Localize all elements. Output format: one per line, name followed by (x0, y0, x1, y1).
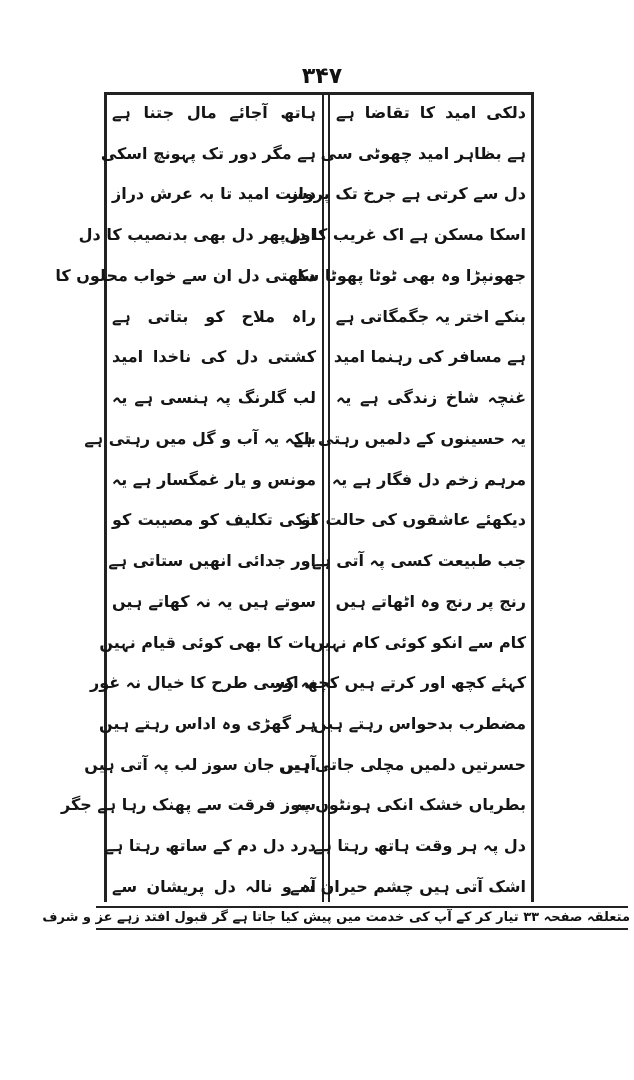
page-number: ۳۴۷ (301, 64, 343, 89)
verse-line: رنج پر رنج وہ اٹھاتے ہیں (335, 591, 526, 611)
verse-line: درد دل دم کے ساتھ رہتا ہے (104, 836, 316, 856)
verse-line: لب گلرنگ پہ ہنسی ہے یہ (112, 388, 316, 408)
column-divider-left (322, 92, 324, 902)
verse-line: دیکھئے عاشقوں کی حالت کو (300, 510, 526, 530)
verse-line: ہاتھ آجائے مال جتنا ہے (112, 103, 316, 122)
verse-line: کام سے انکو کوئی کام نہیں (310, 632, 526, 652)
verse-line: دکھتی دل ان سے خواب محلوں کا (55, 265, 316, 285)
verse-line: بات کا بھی کوئی قیام نہیں (99, 632, 316, 652)
verse-line: سوتے ہیں یہ نہ کھاتے ہیں (112, 591, 316, 611)
verse-line: اور جدائی انھیں ستاتی ہے (108, 551, 316, 571)
verse-line: مونس و یار غمگسار ہے یہ (111, 469, 316, 489)
verse-line: دلکی امید کا تقاضا ہے (336, 103, 526, 122)
left-column (55, 100, 316, 900)
verse-line: حسرتیں دلمیں مچلی جاتی ہیں (278, 754, 526, 774)
verse-line: ہر گھڑی وہ اداس رہتے ہیں (98, 714, 316, 734)
verse-line: مرہم زخم دل فگار ہے یہ (331, 469, 526, 489)
verse-line: دل سے کرتی ہے جرخ تک پرواز (289, 184, 526, 204)
right-column (273, 100, 526, 900)
verse-line: دل پہ ہر وقت ہاتھ رہتا ہے (313, 836, 526, 856)
verse-line: جب طبیعت کسی پہ آتی ہے (311, 551, 526, 571)
verse-line: ہے مسافر کی رہنما امید (333, 347, 526, 367)
verse-line: اشک آتی ہیں چشم حیران سے (289, 876, 526, 896)
verse-line: بلکہ یہ آب و گل میں رہتی ہے (84, 428, 316, 448)
verse-line: آہیں جان سوز لب پہ آتی ہیں (84, 754, 316, 774)
verse-line: اور پھر دل بھی بدنصیب کا دل (78, 225, 316, 245)
verse-line: جھونپڑا وہ بھی ٹوٹا پھوٹا سا (297, 265, 526, 285)
verse-line: بطریاں خشک انکی ہونٹوں پہ (294, 795, 526, 815)
verse-line: آہ و نالہ دل پریشان سے (112, 876, 316, 896)
verse-line: غنچہ شاخ زندگی ہے یہ (336, 388, 526, 408)
verse-line: کشتی دل کی ناخدا امید (112, 347, 316, 367)
verse-line: ہے بظاہر امید چھوٹی سی (320, 143, 526, 163)
verse-line: انکی تکلیف کو مصیبت کو (112, 510, 316, 530)
verse-line: اسکا مسکن ہے اک غریب کا دل (284, 225, 526, 245)
verse-line: راہ ملاح کو بتاتی ہے (112, 306, 316, 326)
verse-line: سوز فرقت سے پھنک رہا ہے جگر (61, 795, 316, 815)
column-divider-right (328, 92, 330, 902)
footnote: متعلقہ صفحہ ۳۳ تیار کر کے آپ کی خدمت میں پیش کیا جاتا ہے گر قبول افتد زہے عز و شرف (42, 910, 630, 925)
verse-line: دست امید تا بہ عرش دراز (112, 184, 316, 204)
verse-line: نہ کسی طرح کا خیال نہ غور (90, 673, 316, 693)
verse-line: کہئے کچھ اور کرتے ہیں کچھ اور (273, 673, 526, 693)
verse-line: مضطرب بدحواس رہتے ہیں (312, 714, 526, 734)
verse-line: یہ حسینوں کے دلمیں رہتی ہے (293, 428, 526, 448)
verse-line: ہے مگر دور تک پہونچ اسکی (100, 143, 316, 163)
verse-line: بنکے اختر یہ جگمگاتی ہے (335, 306, 526, 326)
